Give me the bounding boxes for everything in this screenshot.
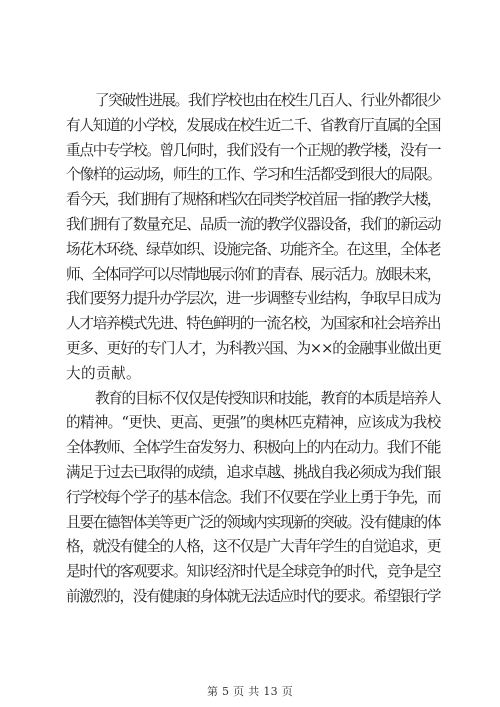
text-line: 的精神。“更快、更高、更强”的奥林匹克精神，应该成为我校	[66, 414, 441, 432]
text-line: 个像样的运动场，师生的工作、学习和生活都受到很大的局限。	[66, 166, 441, 184]
text-line: 师、全体同学可以尽情地展示你们的青春、展示活力。放眼未来，	[66, 265, 440, 283]
text-line: 人才培养模式先进、特色鲜明的一流名校，为国家和社会培养出	[66, 315, 441, 333]
text-line: 格，就没有健全的人格，这不仅是广大青年学生的自觉追求，更	[66, 538, 441, 556]
text-line: 看今天，我们拥有了规格和档次在同类学校首屈一指的教学大楼，	[66, 191, 440, 209]
text-line: 大的贡献。	[66, 364, 141, 382]
text-line: 有人知道的小学校，发展成在校生近二千、省教育厅直属的全国	[66, 116, 441, 134]
text-line: 是时代的客观要求。知识经济时代是全球竞争的时代，竞争是空	[66, 563, 441, 581]
text-line: 行学校每个学子的基本信念。我们不仅要在学业上勇于争先，而	[66, 488, 441, 506]
text-line: 我们拥有了数量充足、品质一流的教学仪器设备，我们的新运动	[66, 215, 441, 233]
text-line: 教育的目标不仅仅是传授知识和技能，教育的本质是培养人	[95, 389, 441, 407]
text-line: 前激烈的，没有健康的身体就无法适应时代的要求。希望银行学	[66, 587, 441, 605]
text-line: 且要在德智体美等更广泛的领域内实现新的突破。没有健康的体	[66, 513, 441, 531]
text-line: 我们要努力提升办学层次，进一步调整专业结构，争取早日成为	[66, 290, 441, 308]
text-line: 了突破性进展。我们学校也由在校生几百人、行业外都很少	[95, 92, 441, 109]
body-text	[66, 89, 442, 610]
text-line: 更多、更好的专门人才，为科教兴国、为××的金融事业做出更	[66, 339, 441, 357]
text-line: 全体教师、全体学生奋发努力、积极向上的内在动力。我们不能	[66, 439, 441, 457]
page-footer: 第 5 页 共 13 页	[206, 685, 294, 698]
text-line: 满足于过去已取得的成绩，追求卓越、挑战自我必须成为我们银	[66, 463, 441, 481]
text-line: 场花木环绕、绿草如织、设施完备、功能齐全。在这里，全体老	[66, 240, 441, 258]
text-line: 重点中专学校。曾几何时，我们没有一个正规的教学楼，没有一	[66, 141, 441, 159]
